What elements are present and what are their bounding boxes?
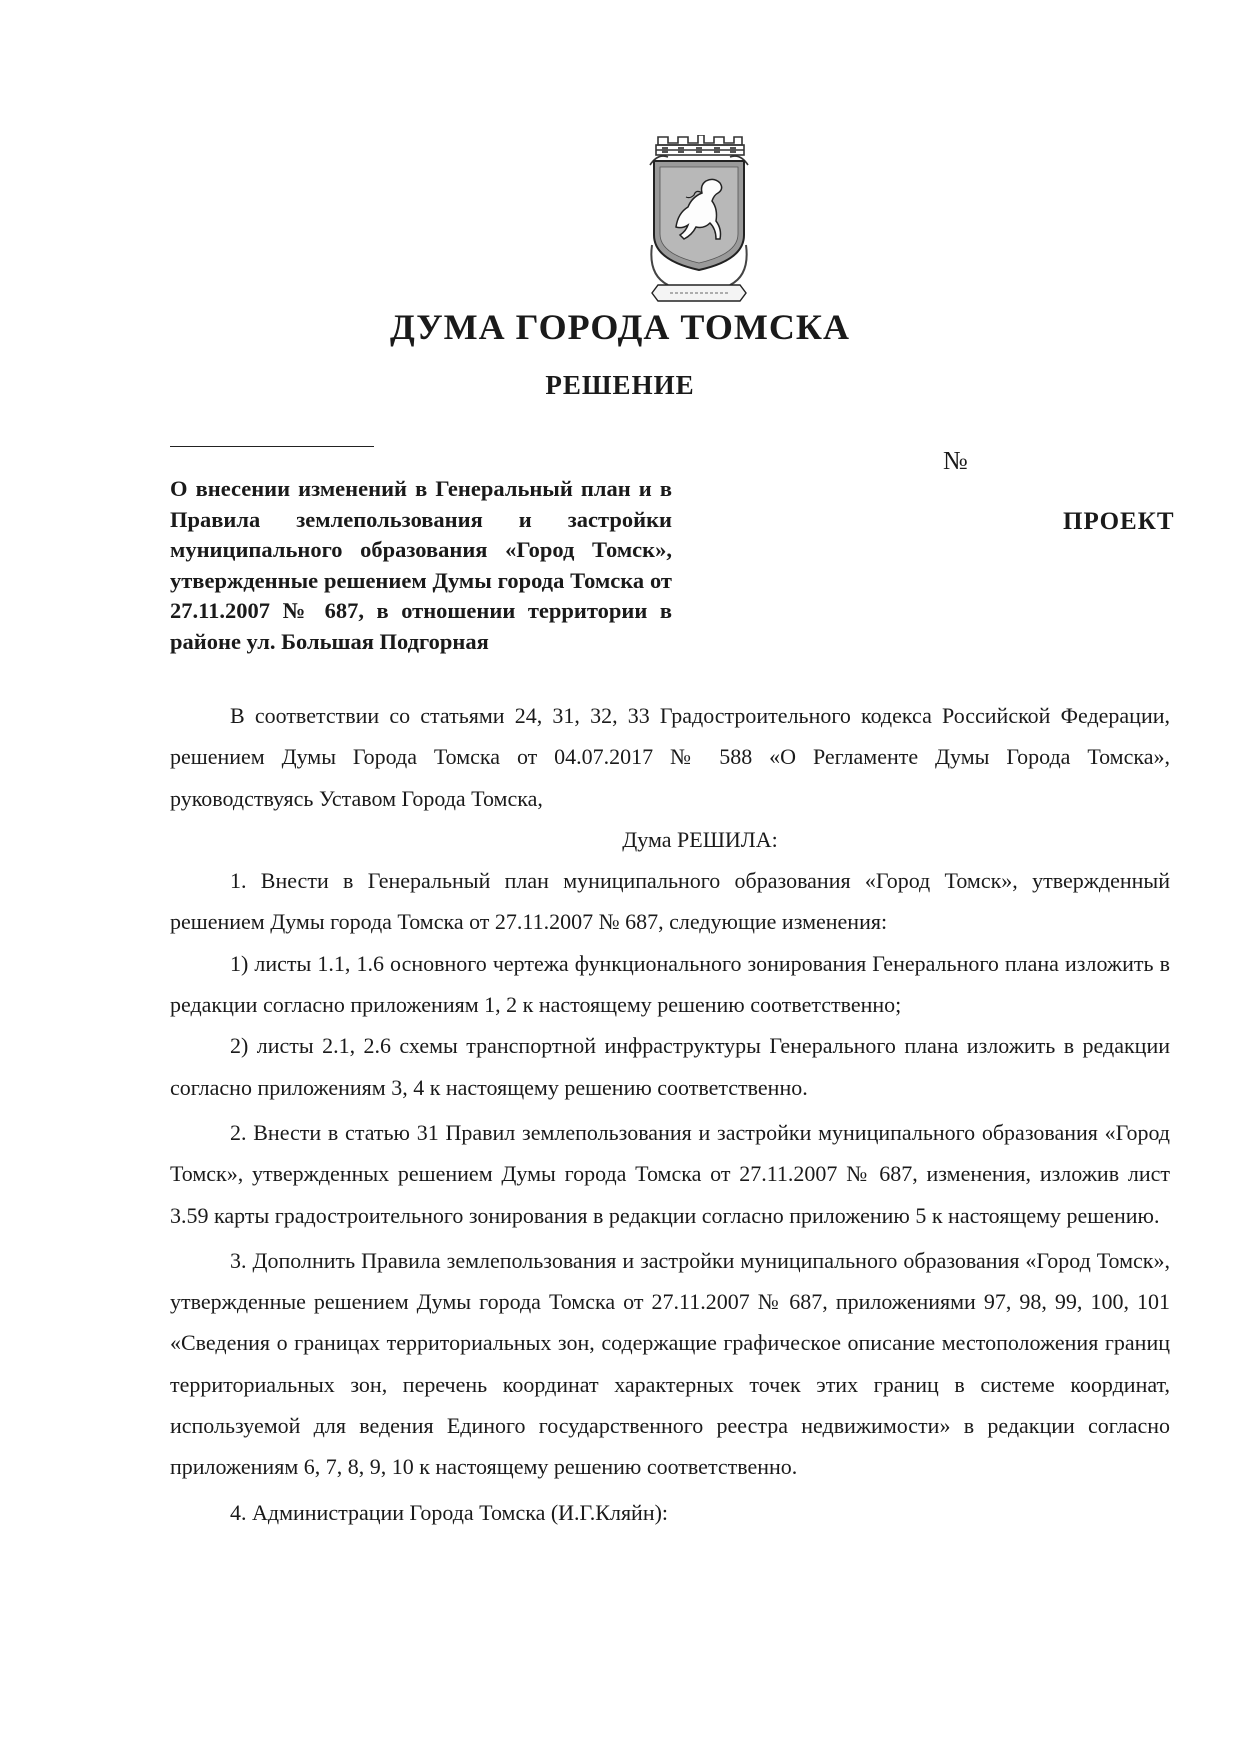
body-name: ДУМА ГОРОДА ТОМСКА bbox=[390, 307, 850, 347]
paragraph-item-4: 4. Администрации Города Томска (И.Г.Кляйн): bbox=[230, 1499, 669, 1525]
document-type: РЕШЕНИЕ bbox=[545, 370, 695, 400]
paragraph-item-1-1: 1) листы 1.1, 1.6 основного чертежа функционального зонирования Генерального плана изложить в редакции согласно приложениям 1, 2 к настоящему решению соответственно; bbox=[170, 950, 1170, 1018]
paragraph-item-1-2: 2) листы 2.1, 2.6 схемы транспортной инфраструктуры Генерального плана изложить в редакции согласно приложениям 3, 4 к настоящему решению соответственно. bbox=[170, 1033, 1170, 1100]
paragraph-item-1: 1. Внести в Генеральный план муниципального образования «Город Томск», утвержденный решением Думы города Томска от 27.11.2007 № 687, следующие изменения: bbox=[170, 868, 1170, 935]
document-body bbox=[170, 695, 1170, 1533]
document-subject: О внесении изменений в Генеральный план и в Правила землепользования и застройки муниципального образования «Город Томск», утвержденные решением Думы города Томска от 27.11.2007 № 687, в отношении территории в районе ул. Большая Подгорная bbox=[170, 476, 672, 654]
date-line bbox=[170, 446, 374, 447]
paragraph-item-3: 3. Дополнить Правила землепользования и застройки муниципального образования «Город Томск», утвержденные решением Думы города Томска от 27.11.2007 № 687, приложениями 97, 98, 99, 100, 101 «Сведения о границах территориальных зон, содержащие графическое описание местоположения границ территориальных зон, перечень координат характерных точек этих границ в системе координат, используемой для ведения Единого государственного реестра недвижимости» в редакции согласно приложениям 6, 7, 8, 9, 10 к настоящему решению соответственно. bbox=[170, 1247, 1170, 1480]
preamble-paragraph: В соответствии со статьями 24, 31, 32, 33 Градостроительного кодекса Российской Федерации, решением Думы Города Томска от 04.07.2017 № 588 «О Регламенте Думы Города Томска», руководствуясь Уставом Города Томска, bbox=[170, 703, 1170, 811]
tomsk-coat-of-arms-icon bbox=[648, 135, 750, 315]
resolved-heading: Дума РЕШИЛА: bbox=[622, 826, 778, 852]
paragraph-item-2: 2. Внести в статью 31 Правил землепользования и застройки муниципального образования «Город Томск», утвержденных решением Думы города Томска от 27.11.2007 № 687, изменения, изложив лист 3.59 карты градостроительного зонирования в редакции согласно приложению 5 к настоящему решению. bbox=[170, 1119, 1170, 1228]
draft-stamp: ПРОЕКТ bbox=[1063, 508, 1175, 535]
document-number-sign: № bbox=[943, 446, 968, 475]
